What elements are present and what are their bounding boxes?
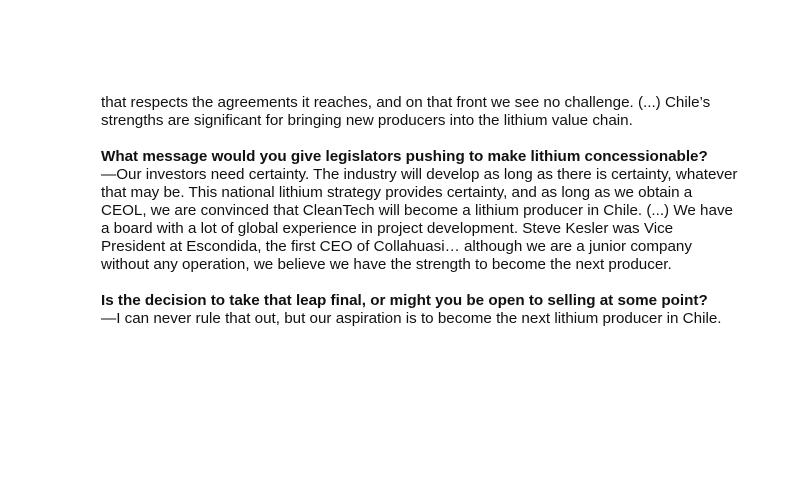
interview-question: Is the decision to take that leap final, or might you be open to selling at some point? — [101, 292, 708, 309]
article-body — [101, 94, 741, 346]
interview-question: What message would you give legislators pushing to make lithium concessionable? — [101, 148, 708, 165]
interview-answer: —I can never rule that out, but our aspiration is to become the next lithium producer in Chile. — [101, 310, 722, 327]
qa-item — [101, 148, 741, 274]
qa-item — [101, 292, 741, 328]
intro-paragraph: that respects the agreements it reaches, and on that front we see no challenge. (...) Chile’s strengths are significant for bringing new producers into the lithium value chain. — [101, 94, 711, 129]
interview-answer: —Our investors need certainty. The industry will develop as long as there is certainty, whatever that may be. This national lithium strategy provides certainty, and as long as we obtain a CEOL, we are convinced that CleanTech will become a lithium producer in Chile. (...) We have a board with a lot of global experience in project development. Steve Kesler was Vice President at Escondida, the first CEO of Collahuasi… although we are a junior company without any operation, we believe we have the strength to become the next producer. — [101, 166, 738, 273]
intro-paragraph-block — [101, 94, 741, 130]
